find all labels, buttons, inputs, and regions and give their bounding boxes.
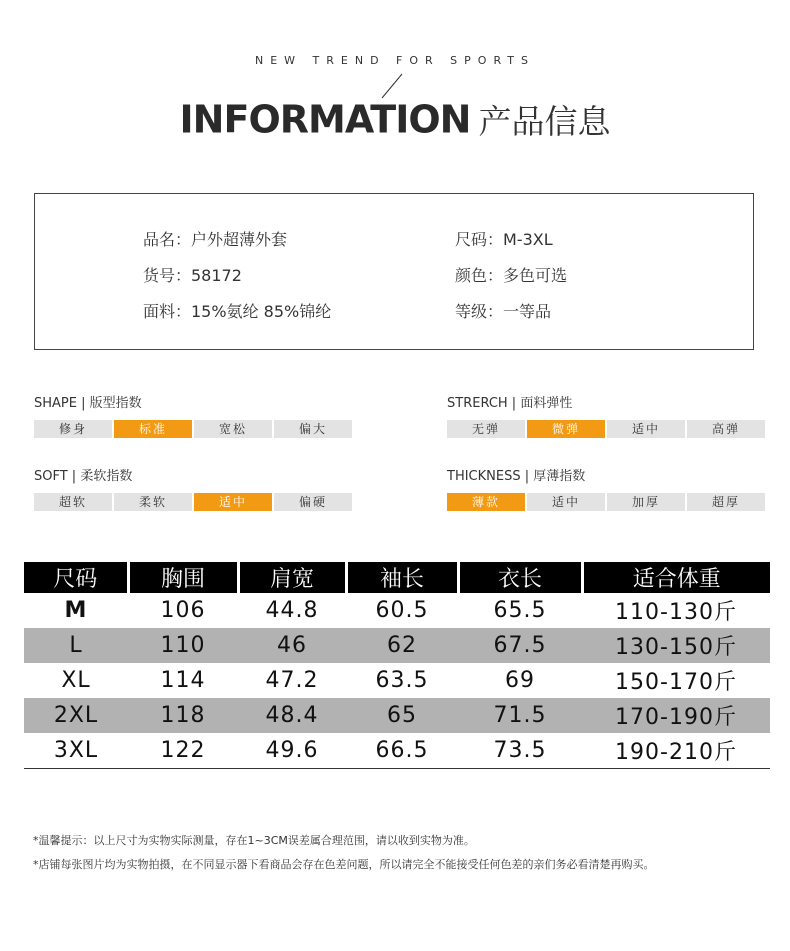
thickness-option: 适中 [527, 493, 605, 511]
thickness-option-selected: 薄款 [447, 493, 525, 511]
soft-index-scale [34, 493, 354, 511]
note-color-difference: *店铺每张图片均为实物拍摄，在不同显示器下看商品会存在色差问题，所以请完全不能接受任何色差的亲们务必看清楚再购买。 [33, 858, 655, 871]
header-cell: 肩宽 [238, 562, 346, 593]
table-cell: 130-150斤 [582, 628, 770, 663]
table-cell: 114 [160, 668, 206, 693]
table-row [24, 663, 770, 698]
table-cell: 44.8 [265, 598, 319, 623]
stretch-index-title: STRERCH | 面料弹性 [447, 396, 573, 411]
header-cell: 适合体重 [582, 562, 770, 593]
soft-option: 超软 [34, 493, 112, 511]
table-cell: 65 [346, 698, 458, 733]
stretch-option: 无弹 [447, 420, 525, 438]
stretch-option: 高弹 [687, 420, 765, 438]
soft-option: 偏硬 [274, 493, 352, 511]
info-grade: 等级：一等品 [455, 302, 552, 321]
shape-option: 修身 [34, 420, 112, 438]
stretch-index-scale [447, 420, 767, 438]
shape-option: 偏大 [274, 420, 352, 438]
table-cell: 62 [346, 628, 458, 663]
table-cell: 46 [238, 628, 346, 663]
soft-option-selected: 适中 [194, 493, 272, 511]
page-title [0, 96, 790, 143]
tagline: NEW TREND FOR SPORTS [254, 54, 535, 67]
table-cell: 65.5 [493, 598, 547, 623]
stretch-option: 适中 [607, 420, 685, 438]
table-cell: 69 [505, 668, 535, 693]
shape-index-scale [34, 420, 354, 438]
header-cell: 胸围 [128, 562, 238, 593]
info-color: 颜色：多色可选 [455, 266, 568, 285]
table-cell: 48.4 [238, 698, 346, 733]
table-cell: 71.5 [458, 698, 582, 733]
size-table-header [24, 562, 770, 593]
shape-option-selected: 标准 [114, 420, 192, 438]
size-cell: 3XL [24, 733, 128, 769]
table-cell: 118 [128, 698, 238, 733]
size-cell: 2XL [24, 698, 128, 733]
header-cell: 尺码 [24, 562, 128, 593]
title-chinese: 产品信息 [478, 102, 611, 141]
header-cell: 衣长 [458, 562, 582, 593]
product-info-box [34, 193, 754, 350]
table-cell: 49.6 [238, 733, 346, 769]
soft-index-title: SOFT | 柔软指数 [34, 469, 133, 484]
soft-option: 柔软 [114, 493, 192, 511]
title-english: INFORMATION [179, 97, 471, 142]
info-fabric: 面料：15%氨纶 85%锦纶 [143, 302, 332, 321]
table-row [24, 733, 770, 769]
stretch-option-selected: 微弹 [527, 420, 605, 438]
table-row [24, 628, 770, 663]
table-cell: 60.5 [375, 598, 429, 623]
size-cell: XL [61, 668, 91, 693]
size-cell: L [24, 628, 128, 663]
table-cell: 106 [160, 598, 206, 623]
info-name: 品名：户外超薄外套 [143, 230, 288, 249]
table-row [24, 593, 770, 628]
table-cell: 110 [128, 628, 238, 663]
shape-index-title: SHAPE | 版型指数 [34, 396, 142, 411]
table-cell: 73.5 [458, 733, 582, 769]
table-cell: 47.2 [265, 668, 319, 693]
info-item-no: 货号：58172 [143, 266, 242, 285]
size-cell: M [64, 598, 88, 623]
header-cell: 袖长 [346, 562, 458, 593]
table-cell: 67.5 [458, 628, 582, 663]
thickness-index-title: THICKNESS | 厚薄指数 [447, 469, 586, 484]
note-measurement: *温馨提示：以上尺寸为实物实际测量，存在1~3CM误差属合理范围，请以收到实物为准。 [33, 834, 475, 847]
table-cell: 150-170斤 [615, 670, 737, 695]
thickness-option: 加厚 [607, 493, 685, 511]
table-cell: 122 [128, 733, 238, 769]
table-row [24, 698, 770, 733]
table-cell: 66.5 [346, 733, 458, 769]
table-cell: 190-210斤 [582, 733, 770, 769]
info-size: 尺码：M-3XL [455, 230, 553, 249]
table-cell: 63.5 [375, 668, 429, 693]
size-table [24, 562, 770, 769]
shape-option: 宽松 [194, 420, 272, 438]
thickness-index-scale [447, 493, 767, 511]
table-cell: 170-190斤 [582, 698, 770, 733]
thickness-option: 超厚 [687, 493, 765, 511]
table-cell: 110-130斤 [615, 600, 737, 625]
